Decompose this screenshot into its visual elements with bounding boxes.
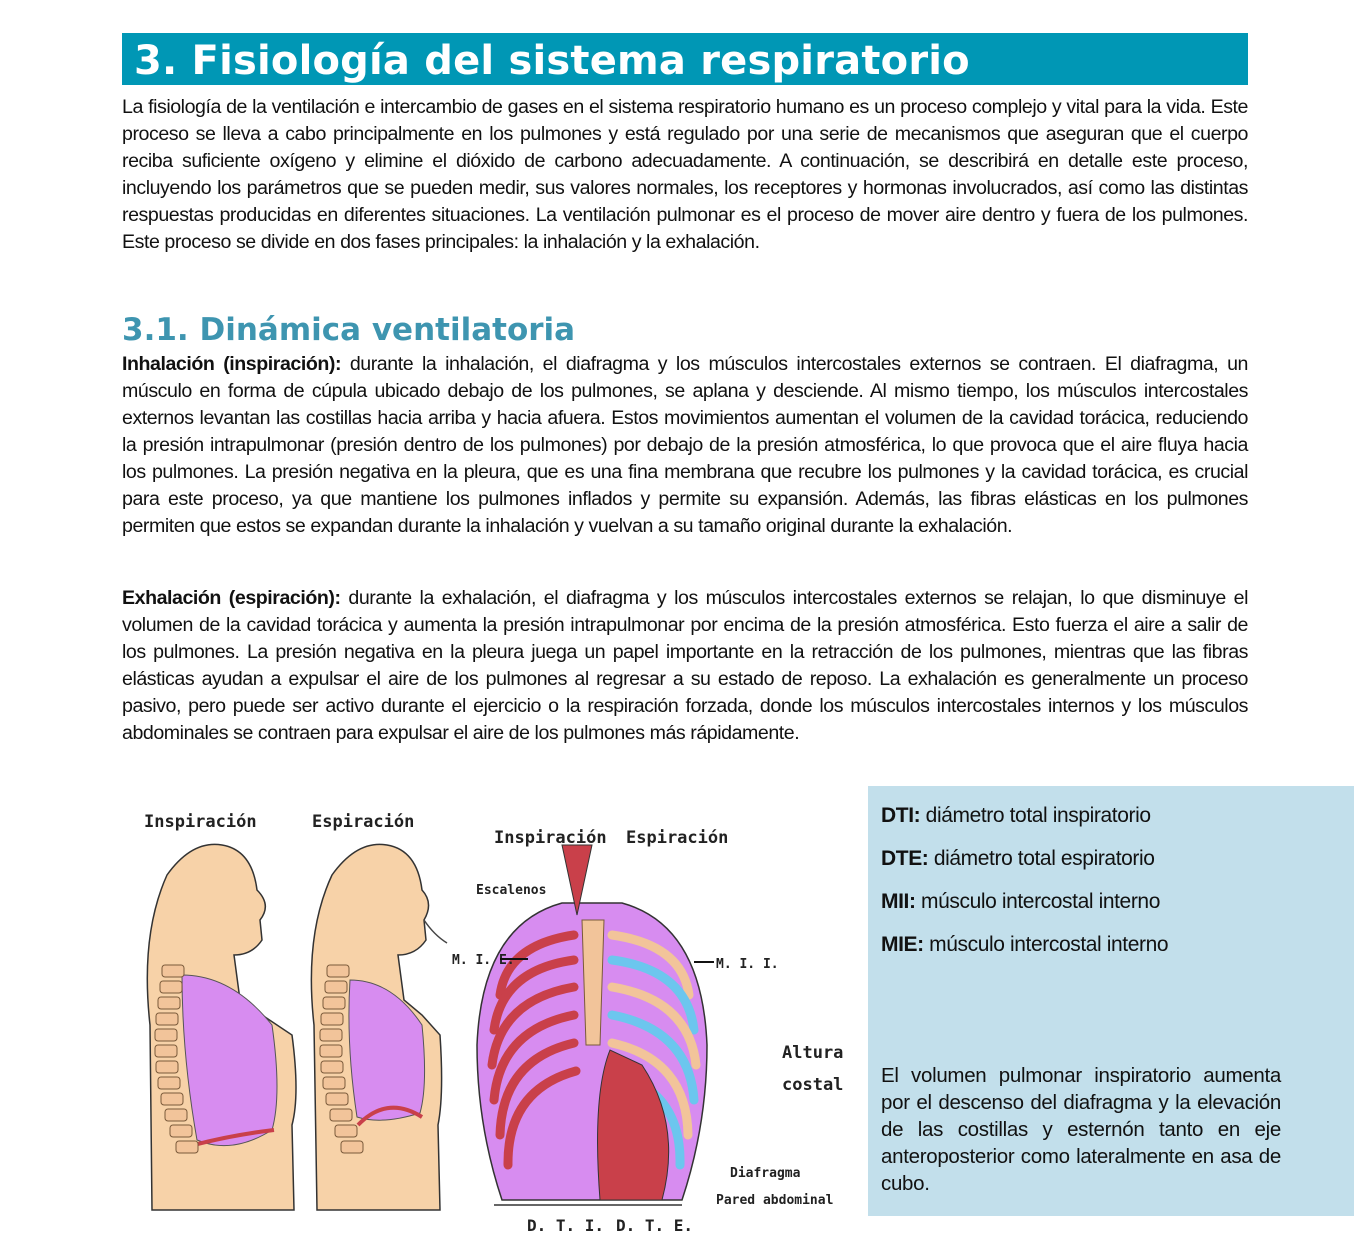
definition-text: músculo intercostal interno <box>915 890 1160 913</box>
label-escalenos: Escalenos <box>476 883 547 898</box>
label-cage-inspiracion: Inspiración <box>494 828 607 848</box>
label-costal: costal <box>782 1075 844 1095</box>
definition-text: diámetro total espiratorio <box>928 847 1155 870</box>
label-altura: Altura <box>782 1043 844 1063</box>
exhale-arrow-icon <box>424 920 447 943</box>
label-pared-abdominal: Pared abdominal <box>716 1193 834 1208</box>
label-head-inspiracion: Inspiración <box>144 812 257 832</box>
definition-text: músculo intercostal interno <box>923 933 1169 956</box>
definition-mie <box>881 933 1168 957</box>
definition-term: MII: <box>881 890 916 913</box>
definition-dti <box>881 804 1151 828</box>
section-heading: 3.1. Dinámica ventilatoria <box>122 312 576 348</box>
inhalation-term: Inhalación (inspiración): <box>122 353 342 375</box>
label-dte: D. T. E. <box>616 1216 694 1235</box>
label-dti: D. T. I. <box>527 1216 605 1235</box>
inhalation-text: durante la inhalación, el diafragma y los músculos intercostales externos se contraen. El diafragma, un músculo en forma de cúpula ubicado debajo de los pulmones, se aplana y desciende. Al mismo tiempo, los músculos intercostales externos levantan las costillas hacia arriba y hacia afuera. Estos movimientos aumentan el volumen de la cavidad torácica, reduciendo la presión intrapulmonar (presión dentro de los pulmones) por debajo de la presión atmosférica, lo que provoca que el aire fluya hacia los pulmones. La presión negativa en la pleura, que es una fina membrana que recubre los pulmones y la cavidad torácica, es crucial para este proceso, ya que mantiene los pulmones inflados y permite su expansión. Además, las fibras elásticas en los pulmones permiten que estos se expandan durante la inhalación y vuelvan a su tamaño original durante la exhalación. <box>122 353 1248 537</box>
definition-term: DTE: <box>881 847 929 870</box>
label-head-espiracion: Espiración <box>312 812 415 832</box>
definition-term: MIE: <box>881 933 924 956</box>
label-diafragma: Diafragma <box>730 1166 801 1181</box>
label-mie: M. I. E. <box>452 953 515 968</box>
respiration-illustration <box>122 795 862 1240</box>
label-mii: M. I. I. <box>716 957 779 972</box>
definitions-box <box>868 786 1354 1216</box>
definition-text: diámetro total inspiratorio <box>920 804 1151 827</box>
rib-cage <box>477 845 707 1200</box>
page-title: 3. Fisiología del sistema respiratorio <box>134 38 970 84</box>
label-cage-espiracion: Espiración <box>626 828 729 848</box>
exhalation-paragraph <box>122 585 1248 747</box>
title-banner <box>122 33 1248 85</box>
torso-espiracion <box>311 844 441 1210</box>
exhalation-term: Exhalación (espiración): <box>122 587 341 609</box>
inhalation-paragraph <box>122 351 1248 540</box>
exhalation-text: durante la exhalación, el diafragma y los músculos intercostales externos se relajan, lo que disminuye el volumen de la cavidad torácica y aumenta la presión intrapulmonar por encima de la presión atmosférica. Esto fuerza el aire a salir de los pulmones. La presión negativa en la pleura juega un papel importante en la retracción de los pulmones, mientras que las fibras elásticas ayudan a expulsar el aire de los pulmones al regresar a su estado de reposo. La exhalación es generalmente un proceso pasivo, pero puede ser activo durante el ejercicio o la respiración forzada, donde los músculos intercostales internos y los músculos abdominales se contraen para expulsar el aire de los pulmones más rápidamente. <box>122 587 1248 744</box>
definition-dte <box>881 847 1155 871</box>
definition-term: DTI: <box>881 804 921 827</box>
volume-note: El volumen pulmonar inspiratorio aumenta por el descenso del diafragma y la elevación de las costillas y esternón tanto en eje anteroposterior como lateralmente en asa de cubo. <box>881 1064 1281 1195</box>
intro-paragraph: La fisiología de la ventilación e intercambio de gases en el sistema respiratorio humano es un proceso complejo y vital para la vida. Este proceso se lleva a cabo principalmente en los pulmones y está regulado por una serie de mecanismos que aseguran que el cuerpo reciba suficiente oxígeno y elimine el dióxido de carbono adecuadamente. A continuación, se describirá en detalle este proceso, incluyendo los parámetros que se pueden medir, sus valores normales, los receptores y hormonas involucrados, así como las distintas respuestas producidas en diferentes situaciones. La ventilación pulmonar es el proceso de mover aire dentro y fuera de los pulmones. Este proceso se divide en dos fases principales: la inhalación y la exhalación. <box>122 96 1248 253</box>
torso-inspiracion <box>147 844 296 1210</box>
definition-mii <box>881 890 1160 914</box>
